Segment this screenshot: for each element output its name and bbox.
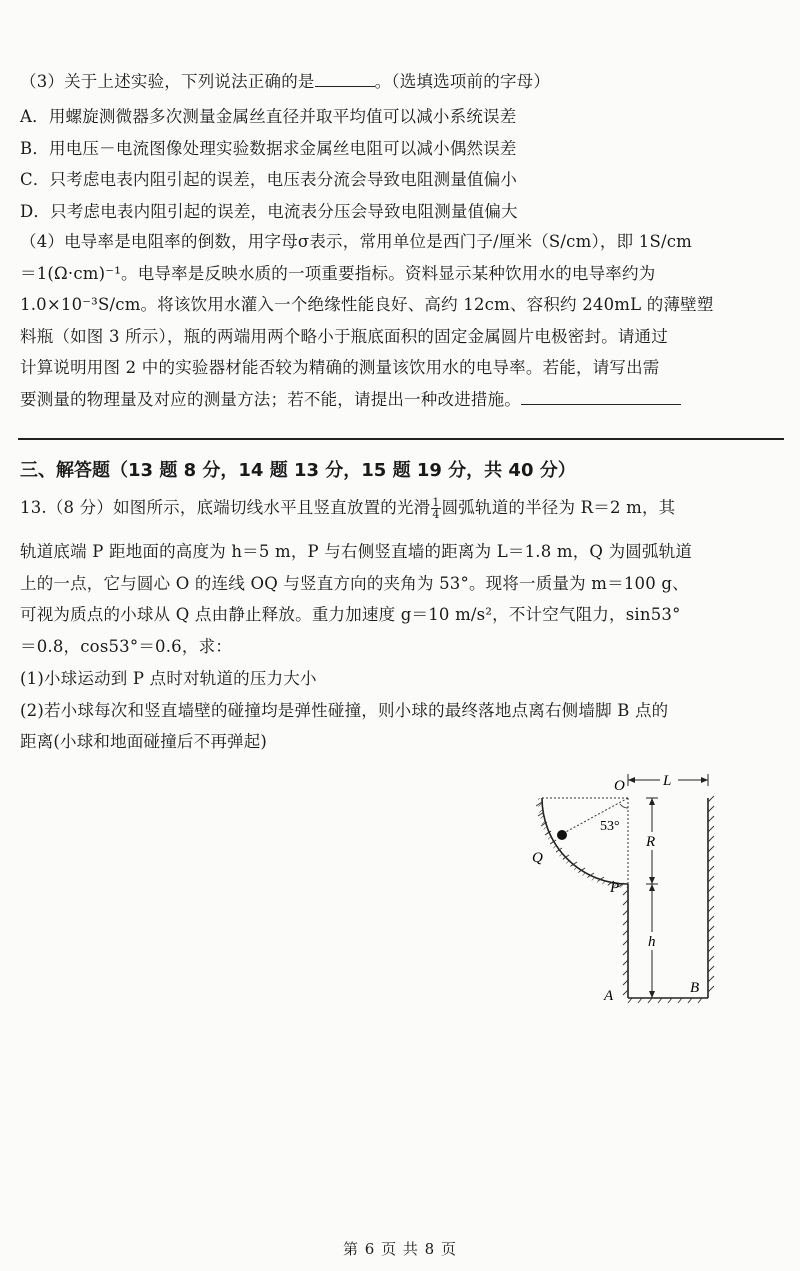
q13-line1-b: 圆弧轨道的半径为 R＝2 m，其 bbox=[441, 498, 676, 517]
q3-option-a: A．用螺旋测微器多次测量金属丝直径并取平均值可以减小系统误差 bbox=[20, 107, 517, 126]
q13-line: 可视为质点的小球从 Q 点由静止释放。重力加速度 g＝10 m/s²，不计空气阻力，sin53° bbox=[20, 605, 681, 624]
label-angle: 53° bbox=[600, 819, 620, 834]
q4-line: 计算说明用图 2 中的实验器材能否较为精确的测量该饮用水的电导率。若能，请写出需 bbox=[20, 358, 660, 377]
q4-line: 1.0×10⁻³S/cm。将该饮用水灌入一个绝缘性能良好、高约 12cm、容积约 240mL 的薄壁塑 bbox=[20, 295, 714, 314]
frac-numerator: 1 bbox=[432, 496, 440, 509]
label-r: R bbox=[646, 834, 656, 850]
label-l: L bbox=[663, 773, 672, 789]
q4-last-line bbox=[20, 386, 681, 410]
arc-hatch-ticks bbox=[536, 802, 624, 887]
q3-stem-tail: 。（选填选项前的字母） bbox=[374, 72, 551, 91]
quarter-fraction bbox=[431, 497, 440, 520]
ball bbox=[557, 830, 567, 840]
q4-answer-blank[interactable] bbox=[521, 390, 681, 405]
label-q: Q bbox=[532, 850, 543, 866]
q13-sub-1: (1)小球运动到 P 点时对轨道的压力大小 bbox=[20, 669, 317, 688]
q3-option-b: B．用电压－电流图像处理实验数据求金属丝电阻可以减小偶然误差 bbox=[20, 139, 517, 158]
frac-denominator: 4 bbox=[432, 508, 440, 521]
q3-stem bbox=[20, 68, 550, 92]
l-arrow-left bbox=[628, 777, 635, 783]
q4-last-line-text: 要测量的物理量及对应的测量方法；若不能，请提出一种改进措施。 bbox=[20, 390, 521, 409]
label-b: B bbox=[690, 980, 700, 996]
page-footer: 第 6 页 共 8 页 bbox=[343, 1240, 457, 1258]
label-h: h bbox=[648, 934, 656, 950]
q4-line: （4）电导率是电阻率的倒数，用字母σ表示，常用单位是西门子/厘米（S/cm），即 1S/cm bbox=[20, 232, 693, 251]
q13-sub-2-line: (2)若小球每次和竖直墙壁的碰撞均是弹性碰撞，则小球的最终落地点离右侧墙脚 B 点的 bbox=[20, 701, 669, 720]
q3-stem-text: （3）关于上述实验，下列说法正确的是 bbox=[20, 72, 315, 91]
q13-sub-2-line: 距离(小球和地面碰撞后不再弹起) bbox=[20, 732, 268, 751]
q3-option-d: D．只考虑电表内阻引起的误差，电流表分压会导致电阻测量值偏大 bbox=[20, 202, 518, 221]
q4-line: 料瓶（如图 3 所示），瓶的两端用两个略小于瓶底面积的固定金属圆片电极密封。请通过 bbox=[20, 327, 668, 346]
q13-line: ＝0.8，cos53°＝0.6，求： bbox=[20, 637, 232, 656]
q3-option-c: C．只考虑电表内阻引起的误差，电压表分流会导致电阻测量值偏小 bbox=[20, 170, 518, 189]
label-a: A bbox=[604, 988, 614, 1004]
q3-answer-blank[interactable] bbox=[315, 72, 375, 87]
section-3-heading: 三、解答题（13 题 8 分，14 题 13 分，15 题 19 分，共 40 分） bbox=[20, 460, 576, 481]
section-divider bbox=[18, 438, 784, 440]
angle-arc bbox=[620, 804, 628, 808]
r-arrow-top bbox=[649, 798, 655, 805]
h-arrow-bottom bbox=[649, 991, 655, 998]
label-o: O bbox=[614, 778, 625, 794]
q4-line: ＝1(Ω·cm)⁻¹。电导率是反映水质的一项重要指标。资料显示某种饮用水的电导率约为 bbox=[20, 264, 656, 283]
q13-line-1 bbox=[20, 494, 675, 520]
h-arrow-top bbox=[649, 884, 655, 891]
track-diagram bbox=[520, 768, 780, 1018]
right-wall-hatch bbox=[708, 796, 714, 992]
r-arrow-bottom bbox=[649, 877, 655, 884]
l-arrow-right bbox=[701, 777, 708, 783]
q13-line: 上的一点，它与圆心 O 的连线 OQ 与竖直方向的夹角为 53°。现将一质量为 m＝100 g、 bbox=[20, 574, 689, 593]
q13-line1-a: 13.（8 分）如图所示，底端切线水平且竖直放置的光滑 bbox=[20, 498, 431, 517]
q13-line: 轨道底端 P 距地面的高度为 h＝5 m，P 与右侧竖直墙的距离为 L＝1.8 m，Q 为圆弧轨道 bbox=[20, 542, 693, 561]
label-p: P bbox=[610, 880, 620, 896]
